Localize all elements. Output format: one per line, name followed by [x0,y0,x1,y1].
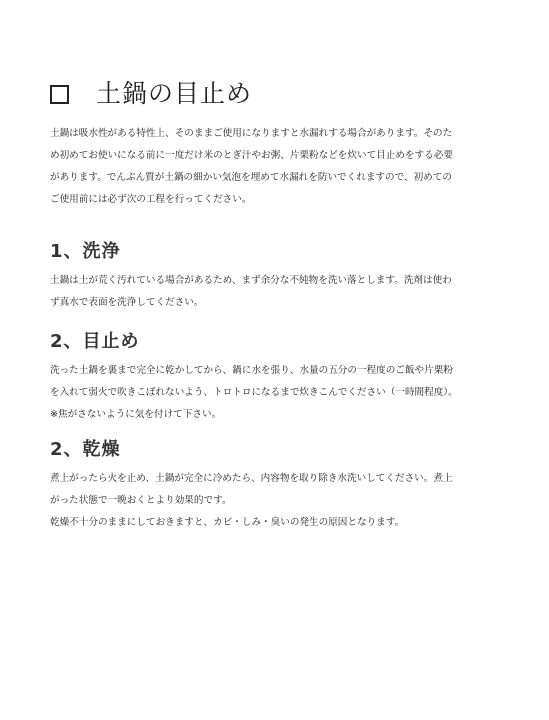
section-line: ず真水で表面を洗浄してください。 [50,297,204,308]
section-washing [50,238,502,314]
page-title: 土鍋の目止め [96,79,253,108]
section-line: 土鍋は土が荒く汚れている場合があるため、まず余分な不純物を洗い落とします。洗剤は使わ [50,275,452,286]
intro-line: め初めてお使いになる前に一度だけ米のとぎ汁やお粥、片栗粉などを炊いて目止めをする必要 [50,150,453,161]
section-heading: 2、乾燥 [50,439,121,460]
section-heading: 1、洗浄 [50,241,121,262]
intro-line: ご使用前には必ず次の工程を行ってください。 [50,194,252,205]
intro-line: があります。でんぷん質が土鍋の細かい気泡を埋めて水漏れを防いでくれますので、初めての [50,172,452,183]
section-drying [50,436,502,534]
section-line: 煮上がったら火を止め、土鍋が完全に冷めたら、内容物を取り除き水洗いしてください。煮上 [50,473,453,484]
section-line: ※焦がさないように気を付けて下さい。 [50,409,222,420]
intro-line: 土鍋は吸水性がある特性上、そのままご使用になりますと水漏れする場合があります。そのた [50,128,453,139]
checkbox-icon [50,85,69,104]
section-line: がった状態で一晩おくとより効果的です。 [50,495,232,506]
section-sealing [50,328,502,426]
section-line: を入れて弱火で吹きこぼれないよう、トロトロになるまで炊きこんでください（一時間程度）。 [50,387,458,398]
document-title [50,78,252,110]
section-line: 洗った土鍋を裏まで完全に乾かしてから、鍋に水を張り、水量の五分の一程度のご飯や片栗粉 [50,365,453,376]
section-heading: 2、目止め [50,331,140,352]
intro-paragraph [50,123,502,211]
section-line: 乾燥不十分のままにしておきますと、カビ・しみ・臭いの発生の原因となります。 [50,517,405,528]
